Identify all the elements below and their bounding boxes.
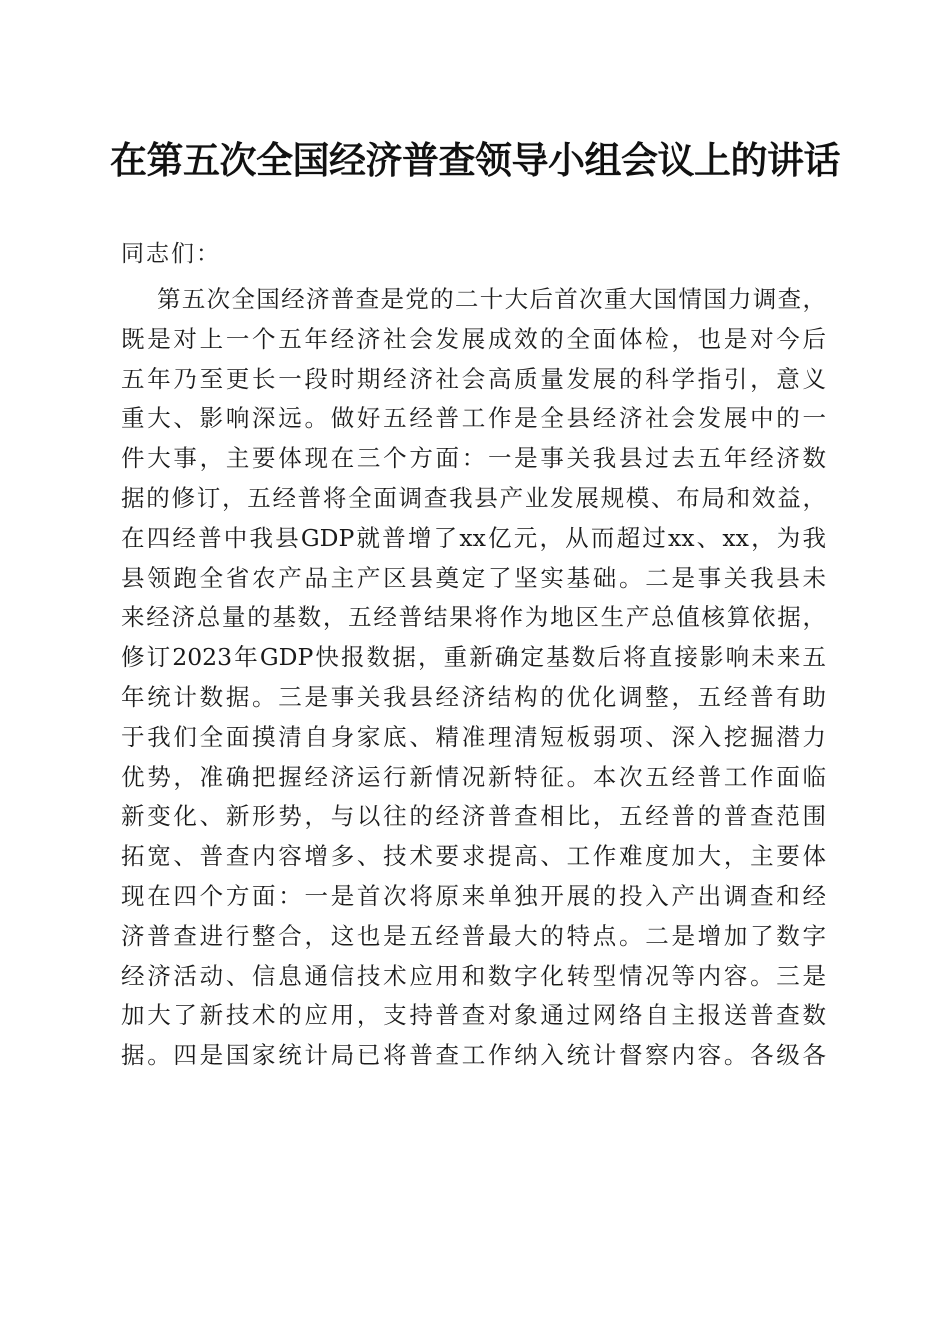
paragraph-line: 件大事，主要体现在三个方面：一是事关我县过去五年经济数: [121, 444, 826, 473]
paragraph-line: 县领跑全省农产品主产区县奠定了坚实基础。二是事关我县未: [121, 563, 826, 592]
paragraph-line: 优势，准确把握经济运行新情况新特征。本次五经普工作面临: [121, 762, 826, 791]
paragraph-line: 新变化、新形势，与以往的经济普查相比，五经普的普查范围: [121, 802, 826, 831]
body-paragraph: [121, 280, 826, 1076]
paragraph-line: 据。四是国家统计局已将普查工作纳入统计督察内容。各级各: [121, 1041, 826, 1070]
paragraph-line: 在四经普中我县GDP就普增了xx亿元，从而超过xx、xx，为我: [121, 523, 826, 552]
paragraph-line: 修订2023年GDP快报数据，重新确定基数后将直接影响未来五: [121, 643, 826, 672]
paragraph-line: 加大了新技术的应用，支持普查对象通过网络自主报送普查数: [121, 1001, 826, 1030]
paragraph-line: 据的修订，五经普将全面调查我县产业发展规模、布局和效益，: [121, 483, 826, 512]
paragraph-line: 现在四个方面：一是首次将原来单独开展的投入产出调查和经: [121, 881, 826, 910]
paragraph-line: 于我们全面摸清自身家底、精准理清短板弱项、深入挖掘潜力: [121, 722, 826, 751]
paragraph-line: 第五次全国经济普查是党的二十大后首次重大国情国力调查，: [157, 285, 826, 313]
paragraph-line: 拓宽、普查内容增多、技术要求提高、工作难度加大，主要体: [121, 842, 826, 871]
paragraph-line: 年统计数据。三是事关我县经济结构的优化调整，五经普有助: [121, 682, 826, 711]
paragraph-line: 经济活动、信息通信技术应用和数字化转型情况等内容。三是: [121, 961, 826, 990]
paragraph-line: 五年乃至更长一段时期经济社会高质量发展的科学指引，意义: [121, 364, 826, 393]
document-title: 在第五次全国经济普查领导小组会议上的讲话: [110, 138, 840, 182]
paragraph-line: 济普查进行整合，这也是五经普最大的特点。二是增加了数字: [121, 921, 826, 950]
paragraph-line: 既是对上一个五年经济社会发展成效的全面体检，也是对今后: [121, 324, 826, 353]
paragraph-line: 来经济总量的基数，五经普结果将作为地区生产总值核算依据，: [121, 603, 826, 632]
paragraph-line: 重大、影响深远。做好五经普工作是全县经济社会发展中的一: [121, 404, 826, 433]
salutation: 同志们：: [121, 241, 221, 267]
